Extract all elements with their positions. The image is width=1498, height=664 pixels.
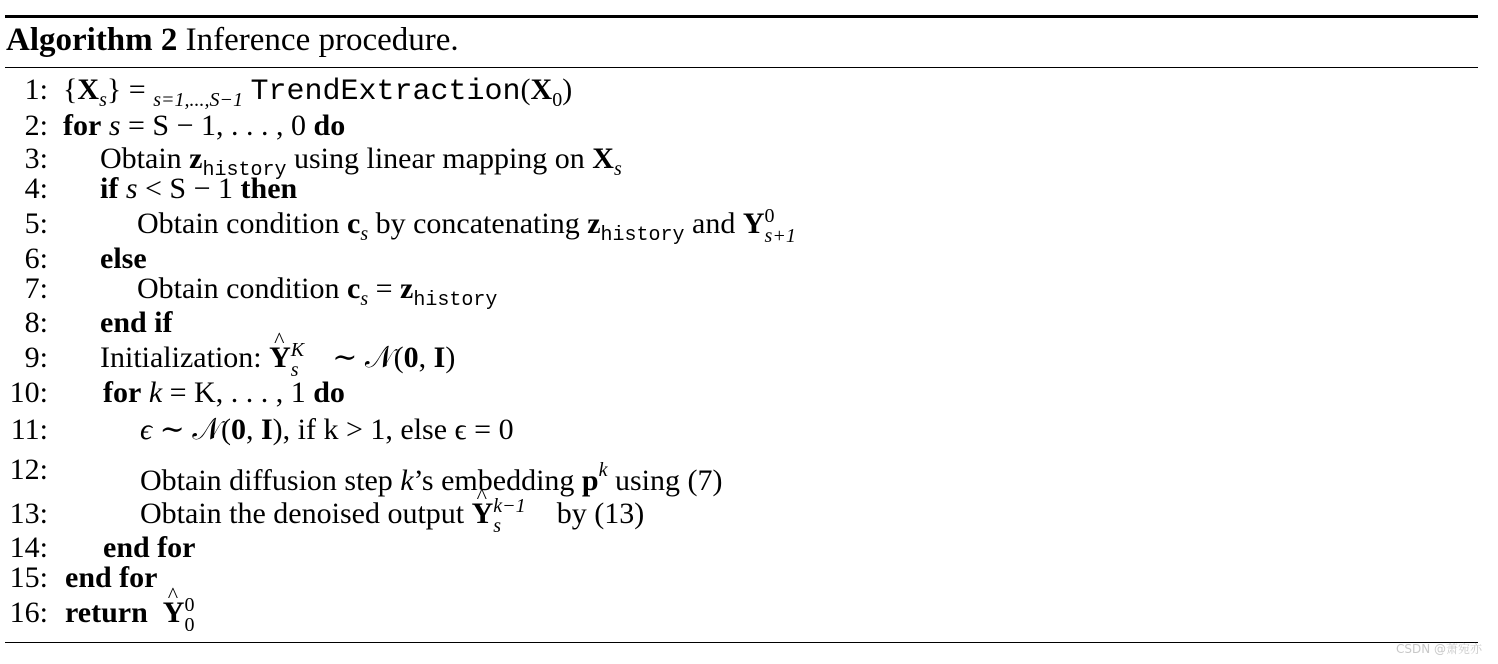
watermark: CSDN @萧宛亦 [1395, 642, 1482, 656]
mid-rule [5, 67, 1478, 68]
top-rule [5, 15, 1478, 18]
bottom-rule [5, 642, 1478, 643]
line-number: 1: [24, 73, 48, 106]
trend-extraction-func: TrendExtraction [250, 75, 521, 109]
caption-title: Inference procedure. [185, 22, 459, 58]
algorithm-caption [6, 20, 459, 60]
caption-label: Algorithm 2 [6, 22, 178, 58]
